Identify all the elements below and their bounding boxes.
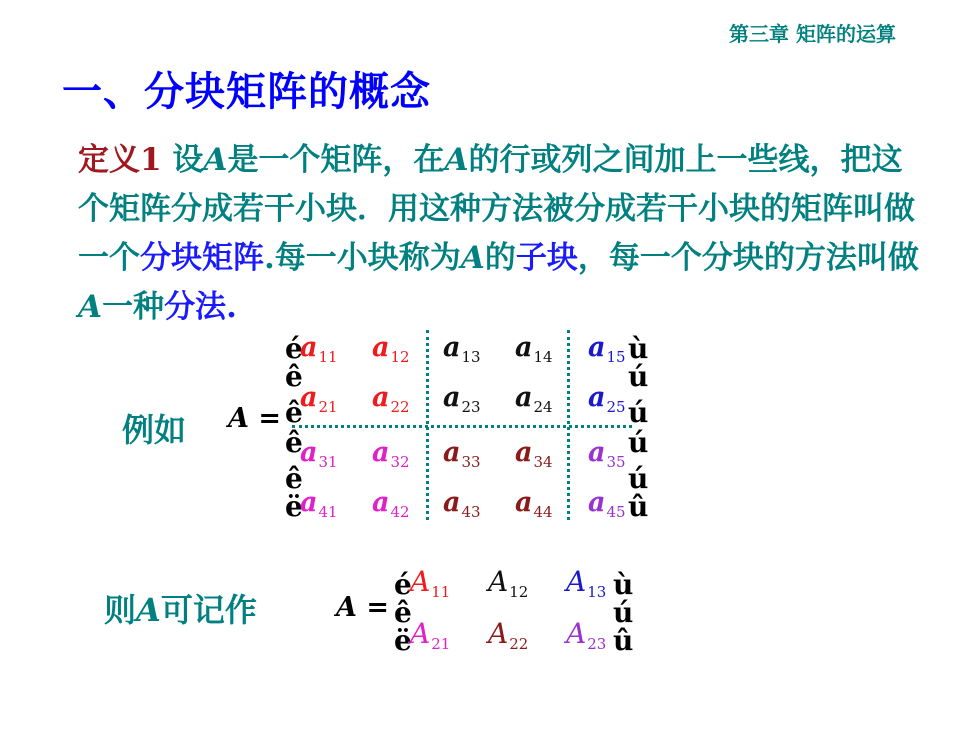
matrix-entry: $a_{12}$ [372,332,410,366]
bracket-glyph: ë [394,624,412,657]
bracket-glyph: û [628,490,649,523]
matrix-entry: $a_{23}$ [443,382,481,416]
definition-text: 的 [484,240,516,276]
matrix-entry: $a_{33}$ [443,437,481,471]
matrix-entry: $a_{24}$ [515,382,553,416]
definition-text: 设 [161,142,204,178]
bracket-glyph: ú [628,462,649,495]
definition-label: 定义1 [78,142,162,178]
matrix-symbol: A [203,142,228,178]
matrix-entry: $A_{12}$ [488,565,529,601]
bracket-glyph: ú [628,396,649,429]
matrix-entry: $a_{14}$ [515,332,553,366]
matrix-entry: $A_{13}$ [566,565,607,601]
bracket-glyph: ù [613,568,634,601]
matrix-entry: $a_{45}$ [588,487,626,521]
matrix-entry: $a_{34}$ [515,437,553,471]
bracket-glyph: é [394,568,412,601]
term-block-matrix: 分块矩阵 [140,240,264,276]
matrix-entry: $a_{13}$ [443,332,481,366]
bracket-glyph: é [285,332,303,365]
matrix-symbol: A [444,142,469,178]
bracket-glyph: ê [285,426,303,459]
matrix-symbol: A [460,240,485,276]
matrix-entry: $a_{11}$ [300,332,338,366]
matrix-symbol: A [78,289,103,325]
definition-period: . [226,289,237,325]
block-matrix-lhs: A = [336,592,389,623]
matrix-entry: $a_{41}$ [300,487,338,521]
matrix-entry: $a_{31}$ [300,437,338,471]
definition-text: .每一小块称为 [264,240,461,276]
bracket-glyph: ê [285,396,303,429]
definition-text: 的行或列之间加上一些线，把这个矩阵分成若干小块．用这种方法被分成若干小块的矩阵叫做一个 [78,142,915,276]
example-label: 例如 [122,411,187,449]
bracket-glyph: ê [394,596,412,629]
matrix-entry: $A_{11}$ [410,565,451,601]
bracket-glyph: ë [285,490,303,523]
block-label: 则A可记作 [104,591,257,629]
matrix-entry: $a_{35}$ [588,437,626,471]
matrix-entry: $a_{25}$ [588,382,626,416]
matrix-entry: $a_{21}$ [300,382,338,416]
chapter-header: 第三章 矩阵的运算 [729,22,896,46]
bracket-glyph: ê [285,360,303,393]
definition-text: ，每一个分块的方法叫做 [577,240,919,276]
bracket-glyph: ú [628,360,649,393]
matrix-entry: $A_{22}$ [488,617,529,653]
matrix-entry: $a_{44}$ [515,487,553,521]
bracket-glyph: ú [628,426,649,459]
bracket-glyph: û [613,624,634,657]
bracket-glyph: ê [285,462,303,495]
definition-paragraph [78,136,928,332]
matrix-entry: $a_{22}$ [372,382,410,416]
bracket-glyph: ù [628,332,649,365]
partition-line-horizontal [292,425,632,428]
bracket-glyph: ú [613,596,634,629]
definition-text: 是一个矩阵，在 [227,142,445,178]
definition-text: 一种 [102,289,165,325]
matrix-entry: $A_{21}$ [410,617,451,653]
term-partition: 分法 [164,289,227,325]
section-title: 一、分块矩阵的概念 [62,68,431,115]
matrix-lhs: A = [228,403,281,434]
matrix-entry: $a_{32}$ [372,437,410,471]
matrix-entry: $a_{42}$ [372,487,410,521]
matrix-entry: $a_{15}$ [588,332,626,366]
matrix-entry: $A_{23}$ [566,617,607,653]
matrix-entry: $a_{43}$ [443,487,481,521]
term-sub-block: 子块 [515,240,578,276]
